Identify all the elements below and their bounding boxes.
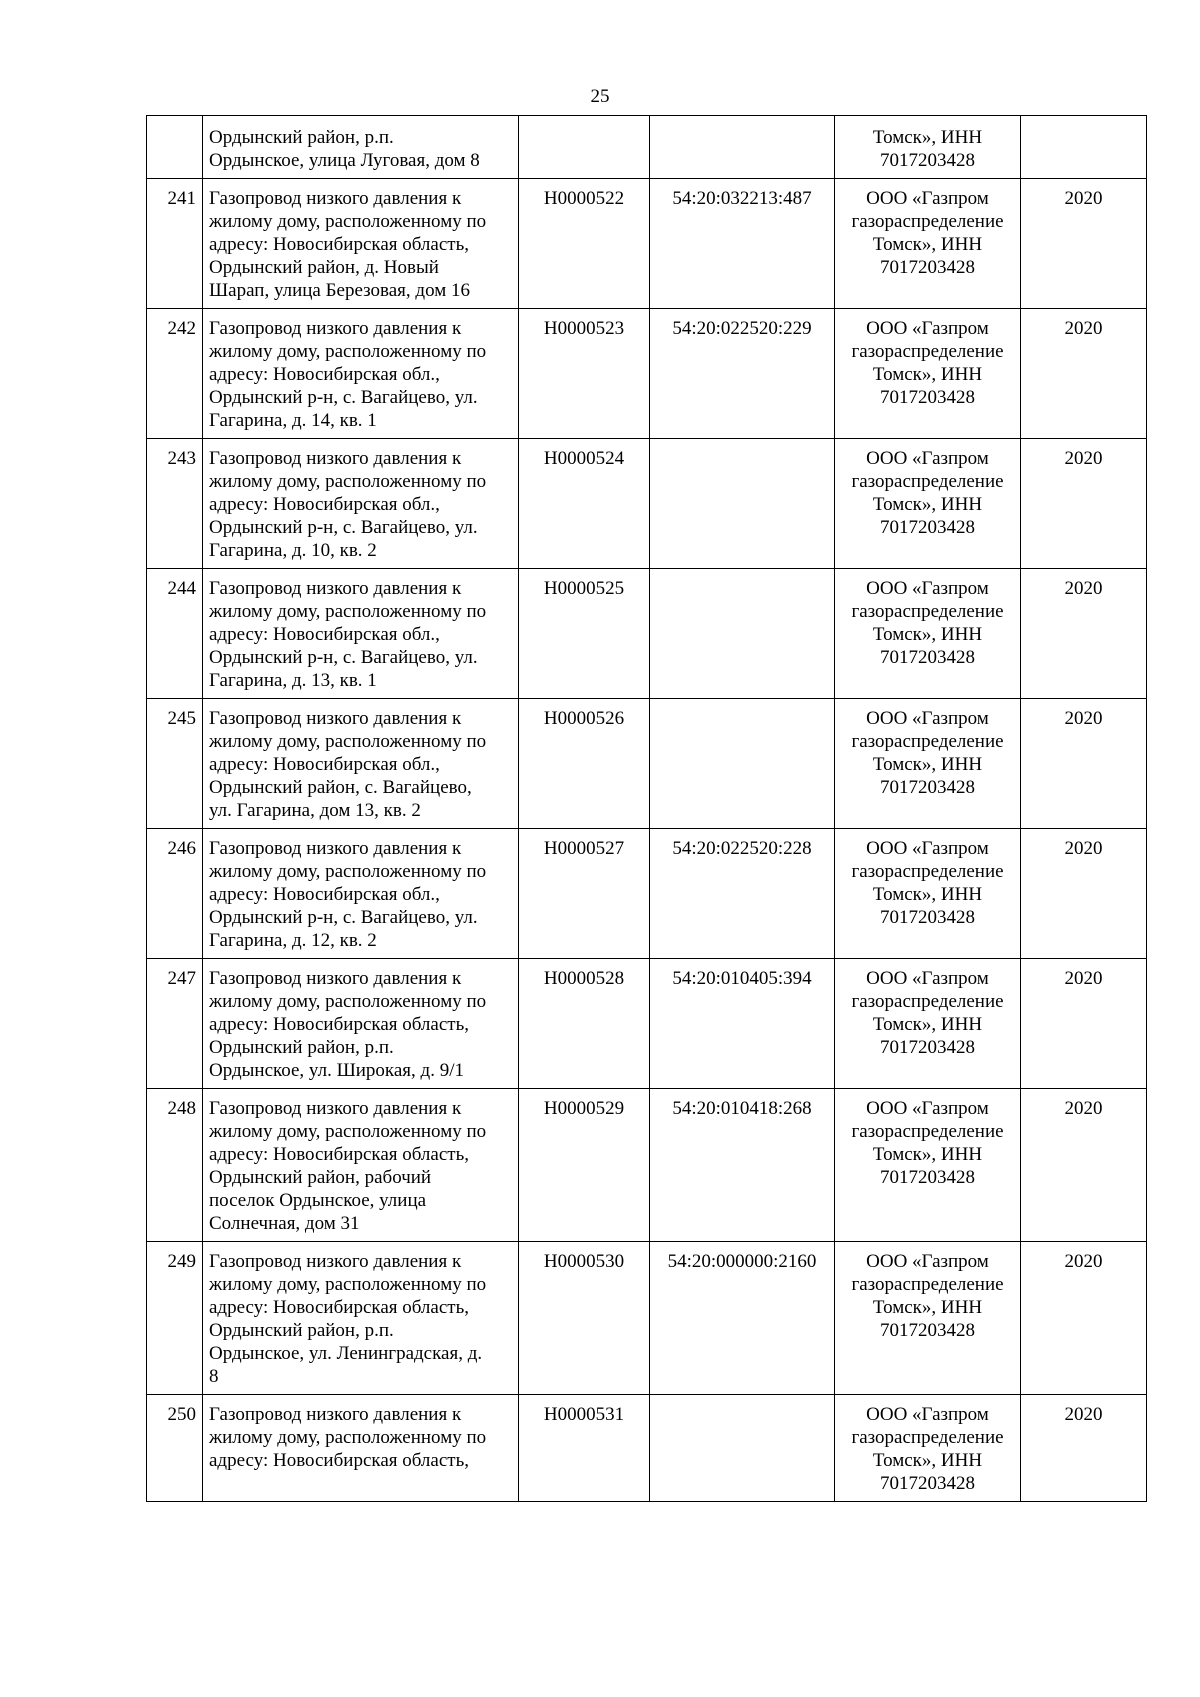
owner-line: 7017203428: [880, 1167, 975, 1188]
object-name-cell: [203, 439, 519, 569]
owner-line: Томск», ИНН: [872, 1297, 983, 1318]
table-row: [147, 1089, 1147, 1242]
owner-cell: [835, 569, 1021, 699]
inventory-number-cell: Н0000522: [519, 179, 650, 309]
owner-line: ООО «Газпром: [866, 1404, 989, 1425]
owner-line: Томск», ИНН: [872, 754, 983, 775]
object-name-cell: [203, 959, 519, 1089]
owner-line: газораспределение: [851, 1121, 1004, 1142]
owner-cell: [835, 699, 1021, 829]
inventory-number-cell: Н0000526: [519, 699, 650, 829]
owner-line: ООО «Газпром: [866, 968, 989, 989]
object-name-line: Газопровод низкого давления к: [209, 448, 462, 469]
object-name-cell: [203, 116, 519, 179]
object-name-line: жилому дому, расположенному по: [209, 731, 487, 752]
inventory-number-cell: Н0000529: [519, 1089, 650, 1242]
year-cell: 2020: [1021, 309, 1147, 439]
row-number-cell: 246: [147, 829, 203, 959]
owner-line: 7017203428: [880, 517, 975, 538]
year-cell: 2020: [1021, 959, 1147, 1089]
object-name-line: адресу: Новосибирская обл.,: [209, 624, 440, 645]
table-row: [147, 1395, 1147, 1502]
owner-line: 7017203428: [880, 387, 975, 408]
object-name-line: Шарап, улица Березовая, дом 16: [209, 280, 470, 301]
row-number-cell: 242: [147, 309, 203, 439]
object-name-line: Ордынский р-н, с. Вагайцево, ул.: [209, 907, 478, 928]
owner-line: ООО «Газпром: [866, 1251, 989, 1272]
inventory-number-cell: Н0000530: [519, 1242, 650, 1395]
object-name-line: Ордынское, ул. Ленинградская, д.: [209, 1343, 483, 1364]
row-number-cell: 247: [147, 959, 203, 1089]
owner-cell: [835, 179, 1021, 309]
owner-line: Томск», ИНН: [872, 624, 983, 645]
inventory-number-cell: [519, 116, 650, 179]
owner-line: 7017203428: [880, 150, 975, 171]
year-cell: 2020: [1021, 1242, 1147, 1395]
table-row: [147, 309, 1147, 439]
row-number-cell: 241: [147, 179, 203, 309]
owner-line: газораспределение: [851, 211, 1004, 232]
cadastral-number-cell: 54:20:010405:394: [650, 959, 835, 1089]
object-name-line: жилому дому, расположенному по: [209, 471, 487, 492]
owner-line: газораспределение: [851, 731, 1004, 752]
cadastral-number-cell: [650, 569, 835, 699]
object-name-line: Газопровод низкого давления к: [209, 318, 462, 339]
row-number-cell: 244: [147, 569, 203, 699]
owner-cell: [835, 1395, 1021, 1502]
object-name-line: адресу: Новосибирская область,: [209, 1014, 469, 1035]
owner-line: газораспределение: [851, 861, 1004, 882]
owner-line: газораспределение: [851, 1427, 1004, 1448]
object-name-line: поселок Ордынское, улица: [209, 1190, 427, 1211]
owner-line: Томск», ИНН: [872, 494, 983, 515]
owner-line: ООО «Газпром: [866, 838, 989, 859]
owner-cell: [835, 959, 1021, 1089]
cadastral-number-cell: 54:20:022520:229: [650, 309, 835, 439]
object-name-line: адресу: Новосибирская обл.,: [209, 494, 440, 515]
year-cell: 2020: [1021, 1089, 1147, 1242]
object-name-line: Гагарина, д. 10, кв. 2: [209, 540, 377, 561]
object-name-line: Газопровод низкого давления к: [209, 188, 462, 209]
registry-table: [146, 115, 1147, 1502]
object-name-line: адресу: Новосибирская обл.,: [209, 364, 440, 385]
year-cell: [1021, 116, 1147, 179]
owner-line: Томск», ИНН: [872, 884, 983, 905]
owner-line: Томск», ИНН: [872, 234, 983, 255]
owner-line: газораспределение: [851, 991, 1004, 1012]
row-number-cell: 250: [147, 1395, 203, 1502]
row-number-cell: [147, 116, 203, 179]
object-name-line: Солнечная, дом 31: [209, 1213, 360, 1234]
object-name-line: жилому дому, расположенному по: [209, 211, 487, 232]
owner-line: газораспределение: [851, 341, 1004, 362]
object-name-line: Ордынский р-н, с. Вагайцево, ул.: [209, 387, 478, 408]
row-number-cell: 245: [147, 699, 203, 829]
object-name-cell: [203, 829, 519, 959]
owner-line: 7017203428: [880, 1037, 975, 1058]
object-name-line: Ордынский район, с. Вагайцево,: [209, 777, 472, 798]
object-name-line: жилому дому, расположенному по: [209, 1427, 487, 1448]
object-name-line: Газопровод низкого давления к: [209, 1098, 462, 1119]
table-row: [147, 116, 1147, 179]
year-cell: 2020: [1021, 439, 1147, 569]
owner-line: ООО «Газпром: [866, 448, 989, 469]
owner-line: Томск», ИНН: [872, 1014, 983, 1035]
owner-line: Томск», ИНН: [872, 127, 983, 148]
object-name-line: Газопровод низкого давления к: [209, 578, 462, 599]
table-row: [147, 569, 1147, 699]
inventory-number-cell: Н0000527: [519, 829, 650, 959]
object-name-line: Ордынский р-н, с. Вагайцево, ул.: [209, 517, 478, 538]
cadastral-number-cell: [650, 439, 835, 569]
owner-line: 7017203428: [880, 647, 975, 668]
cadastral-number-cell: 54:20:022520:228: [650, 829, 835, 959]
row-number-cell: 243: [147, 439, 203, 569]
table-row: [147, 829, 1147, 959]
registry-table-body: [147, 116, 1147, 1502]
object-name-cell: [203, 699, 519, 829]
object-name-line: Гагарина, д. 13, кв. 1: [209, 670, 377, 691]
inventory-number-cell: Н0000523: [519, 309, 650, 439]
object-name-cell: [203, 309, 519, 439]
object-name-cell: [203, 179, 519, 309]
cadastral-number-cell: [650, 1395, 835, 1502]
owner-cell: [835, 116, 1021, 179]
owner-cell: [835, 829, 1021, 959]
page-number: 25: [590, 86, 610, 107]
object-name-line: Ордынский район, р.п.: [209, 1037, 394, 1058]
object-name-line: Газопровод низкого давления к: [209, 1251, 462, 1272]
object-name-cell: [203, 1242, 519, 1395]
object-name-line: Ордынский район, рабочий: [209, 1167, 432, 1188]
owner-line: Томск», ИНН: [872, 364, 983, 385]
object-name-line: Гагарина, д. 14, кв. 1: [209, 410, 377, 431]
table-row: [147, 1242, 1147, 1395]
owner-line: ООО «Газпром: [866, 1098, 989, 1119]
object-name-line: жилому дому, расположенному по: [209, 861, 487, 882]
table-row: [147, 179, 1147, 309]
inventory-number-cell: Н0000524: [519, 439, 650, 569]
owner-line: 7017203428: [880, 777, 975, 798]
object-name-line: Ордынский район, р.п.: [209, 127, 394, 148]
owner-line: ООО «Газпром: [866, 188, 989, 209]
owner-line: ООО «Газпром: [866, 318, 989, 339]
inventory-number-cell: Н0000531: [519, 1395, 650, 1502]
object-name-cell: [203, 569, 519, 699]
owner-line: газораспределение: [851, 601, 1004, 622]
table-row: [147, 959, 1147, 1089]
owner-cell: [835, 1242, 1021, 1395]
object-name-cell: [203, 1395, 519, 1502]
object-name-cell: [203, 1089, 519, 1242]
inventory-number-cell: Н0000528: [519, 959, 650, 1089]
cadastral-number-cell: 54:20:032213:487: [650, 179, 835, 309]
inventory-number-cell: Н0000525: [519, 569, 650, 699]
owner-cell: [835, 1089, 1021, 1242]
owner-line: газораспределение: [851, 471, 1004, 492]
row-number-cell: 249: [147, 1242, 203, 1395]
object-name-line: адресу: Новосибирская область,: [209, 1144, 469, 1165]
object-name-line: Ордынский р-н, с. Вагайцево, ул.: [209, 647, 478, 668]
owner-line: 7017203428: [880, 257, 975, 278]
object-name-line: жилому дому, расположенному по: [209, 341, 487, 362]
object-name-line: жилому дому, расположенному по: [209, 1274, 487, 1295]
year-cell: 2020: [1021, 1395, 1147, 1502]
cadastral-number-cell: [650, 116, 835, 179]
owner-line: ООО «Газпром: [866, 708, 989, 729]
owner-cell: [835, 309, 1021, 439]
object-name-line: 8: [209, 1366, 219, 1387]
year-cell: 2020: [1021, 569, 1147, 699]
object-name-line: Газопровод низкого давления к: [209, 708, 462, 729]
year-cell: 2020: [1021, 179, 1147, 309]
table-row: [147, 439, 1147, 569]
cadastral-number-cell: 54:20:000000:2160: [650, 1242, 835, 1395]
object-name-line: жилому дому, расположенному по: [209, 991, 487, 1012]
object-name-line: Ордынское, улица Луговая, дом 8: [209, 150, 480, 171]
table-row: [147, 699, 1147, 829]
object-name-line: Газопровод низкого давления к: [209, 968, 462, 989]
owner-line: газораспределение: [851, 1274, 1004, 1295]
object-name-line: адресу: Новосибирская область,: [209, 234, 469, 255]
object-name-line: жилому дому, расположенному по: [209, 601, 487, 622]
object-name-line: жилому дому, расположенному по: [209, 1121, 487, 1142]
owner-line: 7017203428: [880, 907, 975, 928]
owner-line: Томск», ИНН: [872, 1144, 983, 1165]
object-name-line: Ордынский район, д. Новый: [209, 257, 439, 278]
year-cell: 2020: [1021, 699, 1147, 829]
owner-line: ООО «Газпром: [866, 578, 989, 599]
object-name-line: адресу: Новосибирская обл.,: [209, 754, 440, 775]
object-name-line: Газопровод низкого давления к: [209, 838, 462, 859]
year-cell: 2020: [1021, 829, 1147, 959]
owner-cell: [835, 439, 1021, 569]
cadastral-number-cell: [650, 699, 835, 829]
object-name-line: Ордынский район, р.п.: [209, 1320, 394, 1341]
owner-line: 7017203428: [880, 1473, 975, 1494]
owner-line: 7017203428: [880, 1320, 975, 1341]
owner-line: Томск», ИНН: [872, 1450, 983, 1471]
object-name-line: адресу: Новосибирская обл.,: [209, 884, 440, 905]
object-name-line: адресу: Новосибирская область,: [209, 1297, 469, 1318]
object-name-line: ул. Гагарина, дом 13, кв. 2: [209, 800, 421, 821]
object-name-line: Ордынское, ул. Широкая, д. 9/1: [209, 1060, 464, 1081]
object-name-line: адресу: Новосибирская область,: [209, 1450, 469, 1471]
object-name-line: Газопровод низкого давления к: [209, 1404, 462, 1425]
cadastral-number-cell: 54:20:010418:268: [650, 1089, 835, 1242]
row-number-cell: 248: [147, 1089, 203, 1242]
object-name-line: Гагарина, д. 12, кв. 2: [209, 930, 377, 951]
